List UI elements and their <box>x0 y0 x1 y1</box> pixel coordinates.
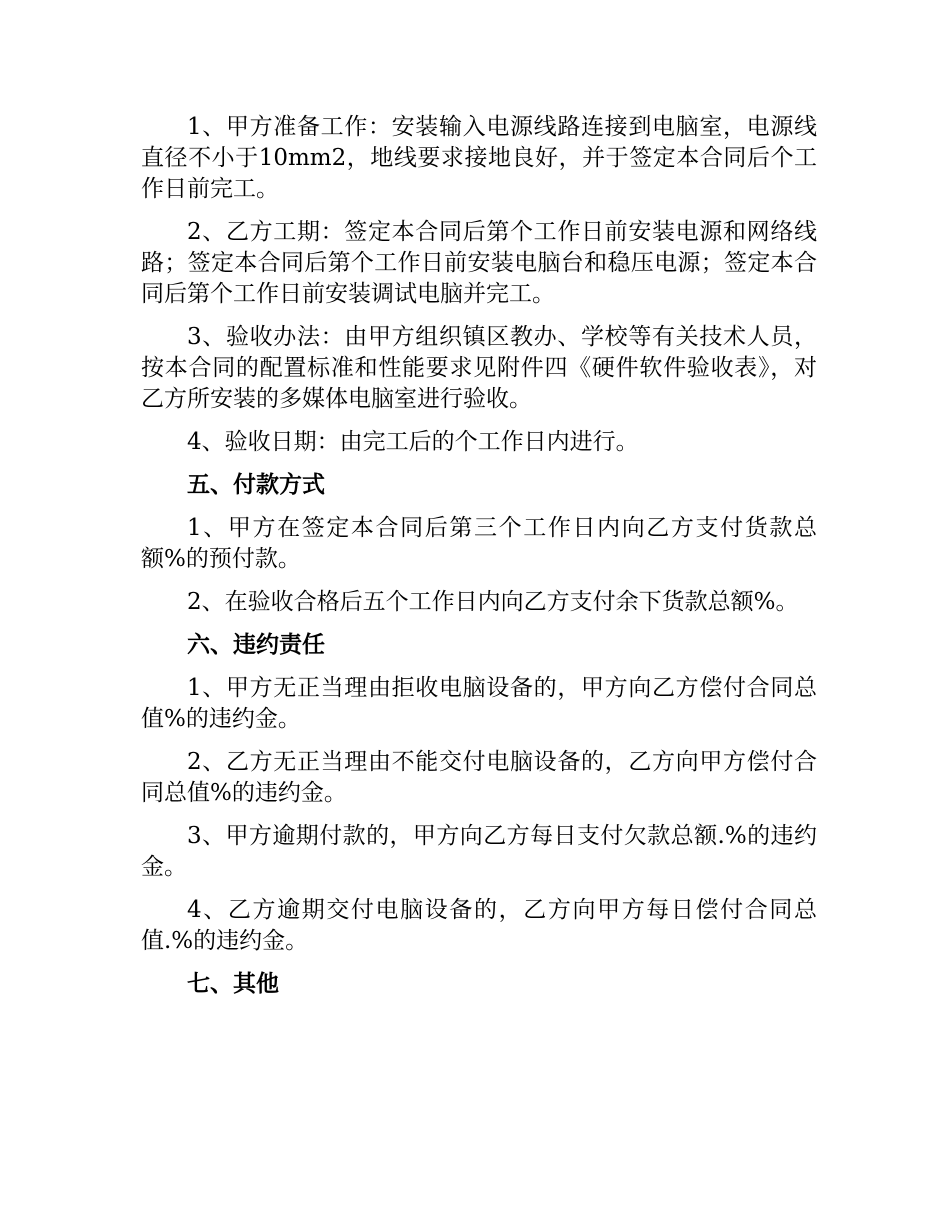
clause-4-4-acceptance-date: 4、验收日期：由完工后的个工作日内进行。 <box>187 429 639 455</box>
section-heading-payment: 五、付款方式 <box>187 472 325 498</box>
section-heading-other: 七、其他 <box>187 971 279 997</box>
document-body <box>141 112 817 1012</box>
clause-4-1-preparation: 1、甲方准备工作：安装输入电源线路连接到电脑室，电源线直径不小于10mm2，地线要求接地良好，并于签定本合同后个工作日前完工。 <box>141 114 817 202</box>
clause-6-3-late-payment-penalty: 3、甲方逾期付款的，甲方向乙方每日支付欠款总额.%的违约金。 <box>141 823 817 880</box>
clause-6-4-late-delivery-penalty: 4、乙方逾期交付电脑设备的，乙方向甲方每日偿付合同总值.%的违约金。 <box>141 897 817 954</box>
clause-5-1-advance-payment: 1、甲方在签定本合同后第三个工作日内向乙方支付货款总额%的预付款。 <box>141 515 817 572</box>
clause-5-2-final-payment: 2、在验收合格后五个工作日内向乙方支付余下货款总额%。 <box>187 589 799 615</box>
clause-4-2-schedule: 2、乙方工期：签定本合同后第个工作日前安装电源和网络线路；签定本合同后第个工作日前安装电脑台和稳压电源；签定本合同后第个工作日前安装调试电脑并完工。 <box>141 219 817 307</box>
clause-4-3-acceptance-method: 3、验收办法：由甲方组织镇区教办、学校等有关技术人员，按本合同的配置标准和性能要求见附件四《硬件软件验收表》，对乙方所安装的多媒体电脑室进行验收。 <box>141 324 817 412</box>
clause-6-2-non-delivery-penalty: 2、乙方无正当理由不能交付电脑设备的，乙方向甲方偿付合同总值%的违约金。 <box>141 749 817 806</box>
clause-6-1-refusal-penalty: 1、甲方无正当理由拒收电脑设备的，甲方向乙方偿付合同总值%的违约金。 <box>141 675 817 732</box>
section-heading-liability: 六、违约责任 <box>187 632 325 658</box>
